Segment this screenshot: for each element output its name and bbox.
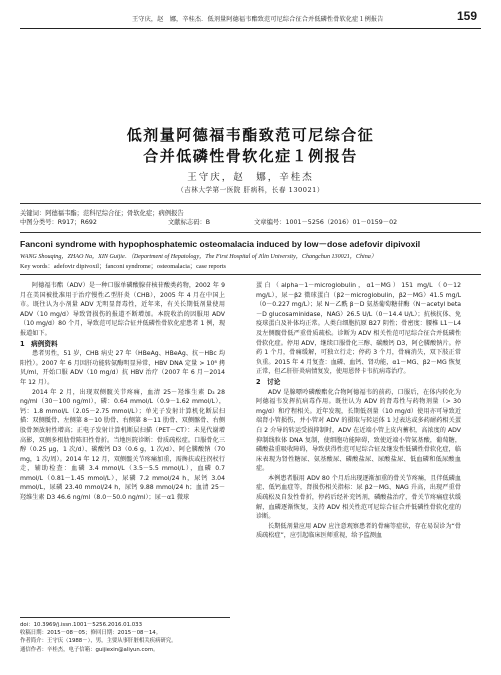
- classification-row: [20, 217, 481, 229]
- discussion-paragraph-1: ADV 是腺嘌呤磷酸酯化合物阿德福韦的前药，口服后，在体内转化为阿德福韦发挥抗病毒作用。既往认为 ADV 的肾毒性与药物剂量（> 30 mg/d）和疗程相关。近年发现，长期低剂量（10 mg/d）使用亦可导致近端肾小管损伤，并小管对 ADV 的摄取与转运体 1 过表达或多药耐药相关蛋白 2 介导的转运受损抑制时，ADV 在近端小管上皮内蓄积，高浓度的 ADV 抑制线粒体 DNA 复制，使细胞功能障碍，致使近端小管氨基酸，葡萄糖，磷酸盐重吸收障碍，导致获得性范可尼综合征及继发性低磷性骨软化症，临床表现为肾性糖尿、氨基酸尿、磷酸盐尿、尿酸盐尿、低血磷和低尿酸血症。: [256, 388, 461, 473]
- english-title: Fanconi syndrome with hypophosphatemic osteomalacia induced by low－dose adefovir dipivoxil: [20, 239, 421, 249]
- english-keywords: Key words：adefovir dipivoxil；fanconi syndrome；osteomalacia；case reports: [20, 263, 226, 270]
- section-heading-discussion: 2 讨论: [256, 377, 281, 386]
- case-paragraph-1: 患者男性，51 岁，CHB 病史 27 年（HBeAg、HBeAg、抗－HBc 均阳性）。2007 年 6 月因肝功能转氨酶明显异常，HBV DNA 定量 > 10⁸ 拷贝/ml，开始口服 ADV（10 mg/d）抗 HBV 治疗（2007 年 6 月－2014 年 12 月）。: [20, 350, 225, 386]
- divider-top: [20, 203, 481, 204]
- doi-text: doi：10.3969/j.issn.1001－5256.2016.01.033: [20, 622, 143, 628]
- divider-middle: [20, 232, 481, 233]
- author-list: 王守庆，赵 娜，辛桂杰: [187, 172, 314, 183]
- discussion-paragraph-3: 长期低剂量应用 ADV 应注意观察患者的骨痛等症状，存在易误诊为“骨质疏松症”，应引起临床医师重视，给予监测血: [256, 522, 461, 540]
- case-paragraph-3: 蛋白（alpha－1－microglobulin，α1－MG）151 mg/L（0－12 mg/L），尿－β2 微球蛋白（β2－microglobulin，β2－MG）41.5 mg/L（0－0.227 mg/L）；尿 N－乙酰 β－D 氨基葡萄糖苷酶（N－acetyl beta－D glucosaminidase，NAG）26.5 U/L（0－14.4 U/L）；抗核抗体、免疫球蛋白及补体均正常。人类白细胞抗原 B27 阴性；骨密度：腰椎 L1－L4 及左侧髋骨低严重骨质疏松。诊断为 ADV 相关性范可尼综合征合并低磷性骨软化症。停用 ADV，继续口服骨化三醇、碳酸钙 D3，阿仑膦酸钠片。停药 1 个月，骨痛缓解，可独立行走；停药 3 个月，骨痛消失，双下肢正常负重。2015 年 4 月复查：血磷、血钙、肾功能，α1－MG、β2－MG 恢复正常，但乙肝肝炎病情复发，使用恩替卡韦抗病毒治疗。: [256, 282, 461, 376]
- intro-paragraph: 阿德福韦酯（ADV）是一种口服单磷酸腺苷核苷酸类药物，2002 年 9 月在美国被批准用于治疗慢性乙型肝炎（CHB），2005 年 4 月在中国上市。既往认为小剂量 ADV 无明显肾毒性，近年来，有关长期低剂量使用 ADV（10 mg/d）导致肾损伤的报道不断增加。本院收治的因服用 ADV（10 mg/d）80 个月，导致范可尼综合征并低磷性骨软化症患者 1 例，现报道如下。: [20, 282, 225, 337]
- right-column: [256, 281, 461, 541]
- page-number: 159: [456, 9, 477, 23]
- case-paragraph-2: 2014 年 2 月，出现双侧髋关节疼痛，血清 25－羟维生素 D₃ 28 ng/ml（30－100 ng/ml），磷：0.64 mmol/L（0.9－1.62 mmol/L），钙：1.8 mmol/L（2.05－2.75 mmol/L）；单光子发射计算机化断层扫描：双侧骶骨、左侧第 8－10 肋骨、右侧第 8－11 肋骨、双侧髂骨、右侧股骨颈放射性增高；正电子发射计算机断层扫描（PET－CT）：未见代谢增高影，双侧多根肋骨陈旧性骨折。当地医院诊断：骨质疏松症。口服骨化三醇（0.25 μg，1 次/d）、碳酸钙 D3（0.6 g，1 次/d）、阿仑膦酸钠（70 mg，1 次/周）。2014 年 12 月，双侧髋关节疼痛加重，需搀扶或拄拐杖行走，辅助检查：血磷 3.4 mmol/L（3.5－5.5 mmol/L），血磷 0.7 mmol/L（0.81－1.45 mmol/L），尿磷 7.2 mmol/24 h，尿钙 3.04 mmol/L，尿磷 23.40 mmol/24 h，尿钙 9.88 mmol/24 h；血清 25－羟维生素 D3 46.6 ng/ml（8.0－50.0 ng/ml）；尿－α1 微球: [20, 388, 225, 502]
- running-header: [20, 8, 481, 29]
- clc-number: 中图分类号：R917；R692: [20, 219, 97, 226]
- divider-bottom: [20, 274, 481, 275]
- article-id: 文章编号：1001－5256（2016）01－0159－02: [254, 219, 398, 226]
- corresponding-author: 通信作者：辛桂杰，电子信箱：guijiexin@aliyun.com。: [20, 646, 159, 653]
- left-column: [20, 281, 225, 503]
- article-title-line1: 低剂量阿德福韦酯致范可尼综合征: [126, 126, 375, 144]
- author-bio: 作者简介：王守庆（1988－），男，主要从事肝脏相关疾病研究。: [20, 638, 177, 645]
- footnote: [20, 617, 230, 654]
- section-heading-case: 1 病例资料: [20, 339, 58, 348]
- received-date: 收稿日期：2015－08－05；修回日期：2015－08－14。: [20, 630, 162, 637]
- document-code: 文献标志码：B: [168, 219, 211, 226]
- english-authors: WANG Shouqing，ZHAO Na，XIN Guijie．（Department of Hepatology，The First Hospital of Jilin University，Changchun 130021，China）: [20, 254, 377, 260]
- keywords-chinese: 关键词：阿德福韦酯；范科尼综合征；骨软化症；病例报告: [20, 210, 184, 217]
- discussion-paragraph-2: 本例患者服用 ADV 80 个月后出现逐渐加重的骨关节疼痛，且伴低磷血症、低钙血症等，肾损伤相关指标：尿 β2－MG、NAG 升高，出现严重骨质疏松及自发性骨折，停药后经补充钙剂，磷酸盐治疗，骨关节疼痛症状缓解，血磷逐渐恢复，支持 ADV 相关性范可尼综合征合并低磷性骨软化症的诊断。: [256, 474, 461, 521]
- article-title-line2: 合并低磷性骨软化症１例报告: [143, 147, 358, 165]
- running-title: 王守庆，赵 娜，辛桂杰．低剂量阿德福韦酯致范可尼综合征合并低磷性骨软化症１例报告: [132, 16, 384, 23]
- affiliation: （吉林大学第一医院 肝病科，长春 130021）: [177, 186, 324, 194]
